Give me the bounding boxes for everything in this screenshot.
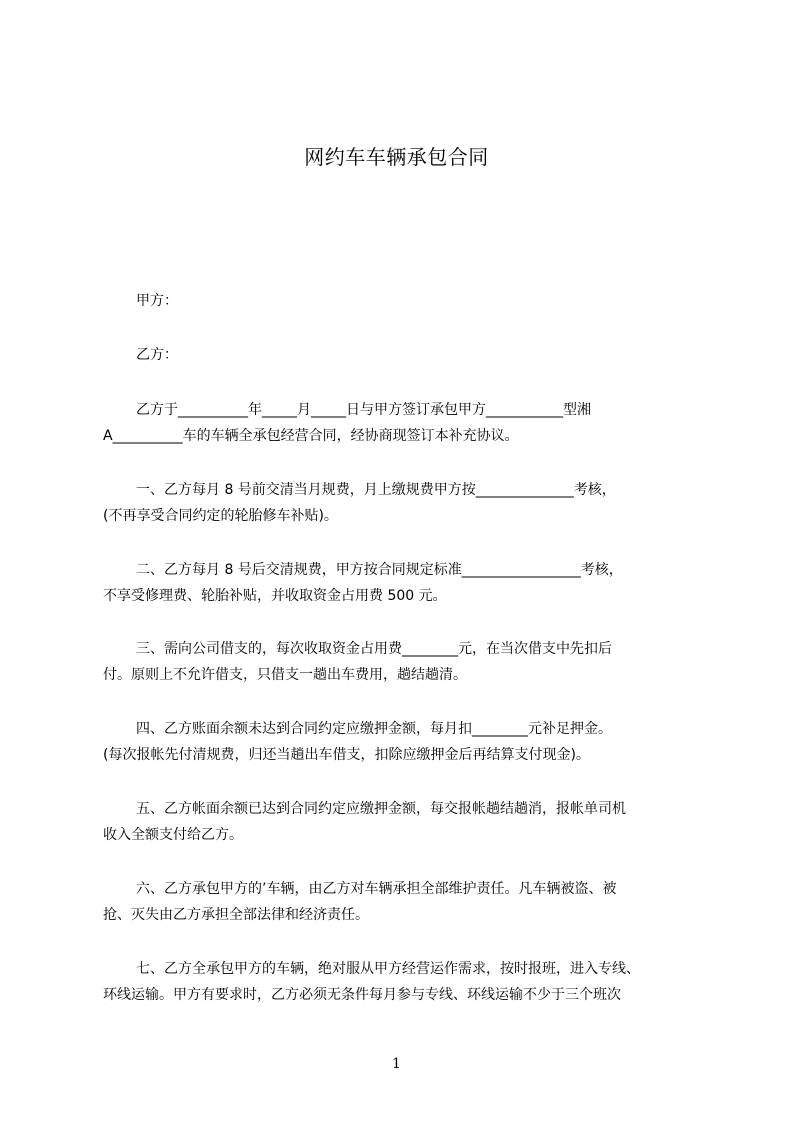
paragraph-4-line-2: 付。原则上不允许借支，只借支一趟出车费用，趟结趟清。 [103, 667, 467, 683]
paragraph-7-line-1: 六、乙方承包甲方的’车辆，由乙方对车辆承担全部维护责任。凡车辆被盗、被 [136, 881, 617, 897]
document-title: 网约车车辆承包合同 [304, 145, 489, 169]
paragraph-1-line-2: A__________车的车辆全承包经营合同，经协商现签订本补充协议。 [103, 428, 519, 444]
paragraph-6-line-1: 五、乙方帐面余额已达到合同约定应缴押金额，每交报帐趟结趟消，报帐单司机 [136, 801, 626, 817]
party-a-label: 甲方： [136, 293, 178, 309]
paragraph-6-line-2: 收入全额支付给乙方。 [103, 827, 243, 843]
page-number: 1 [392, 1056, 401, 1072]
paragraph-7-line-2: 抢、灭失由乙方承担全部法律和经济责任。 [103, 907, 369, 923]
paragraph-3-line-2: 不享受修理费、轮胎补贴，并收取资金占用费 500 元。 [103, 588, 447, 604]
party-b-label: 乙方： [136, 347, 178, 363]
paragraph-8-line-1: 七、乙方全承包甲方的车辆，绝对服从甲方经营运作需求，按时报班，进入专线、 [136, 961, 640, 977]
paragraph-5-line-2: (每次报帐先付清规费，归还当趟出车借支，扣除应缴押金后再结算支付现金)。 [103, 747, 590, 763]
paragraph-1-line-1: 乙方于__________年_____月_____日与甲方签订承包甲方___________型湘 [136, 402, 591, 418]
paragraph-4-line-1: 三、需向公司借支的，每次收取资金占用费________元，在当次借支中先扣后 [136, 641, 612, 657]
paragraph-5-line-1: 四、乙方账面余额未达到合同约定应缴押金额，每月扣________元补足押金。 [136, 721, 612, 737]
paragraph-3-line-1: 二、乙方每月 8 号后交清规费，甲方按合同规定标准_________________考核， [136, 562, 623, 578]
paragraph-2-line-1: 一、乙方每月 8 号前交清当月规费，月上缴规费甲方按______________考核， [136, 482, 616, 498]
paragraph-8-line-2: 环线运输。甲方有要求时，乙方必须无条件每月参与专线、环线运输不少于三个班次 [103, 987, 621, 1003]
paragraph-2-line-2: (不再享受合同约定的轮胎修车补贴)。 [103, 508, 338, 524]
